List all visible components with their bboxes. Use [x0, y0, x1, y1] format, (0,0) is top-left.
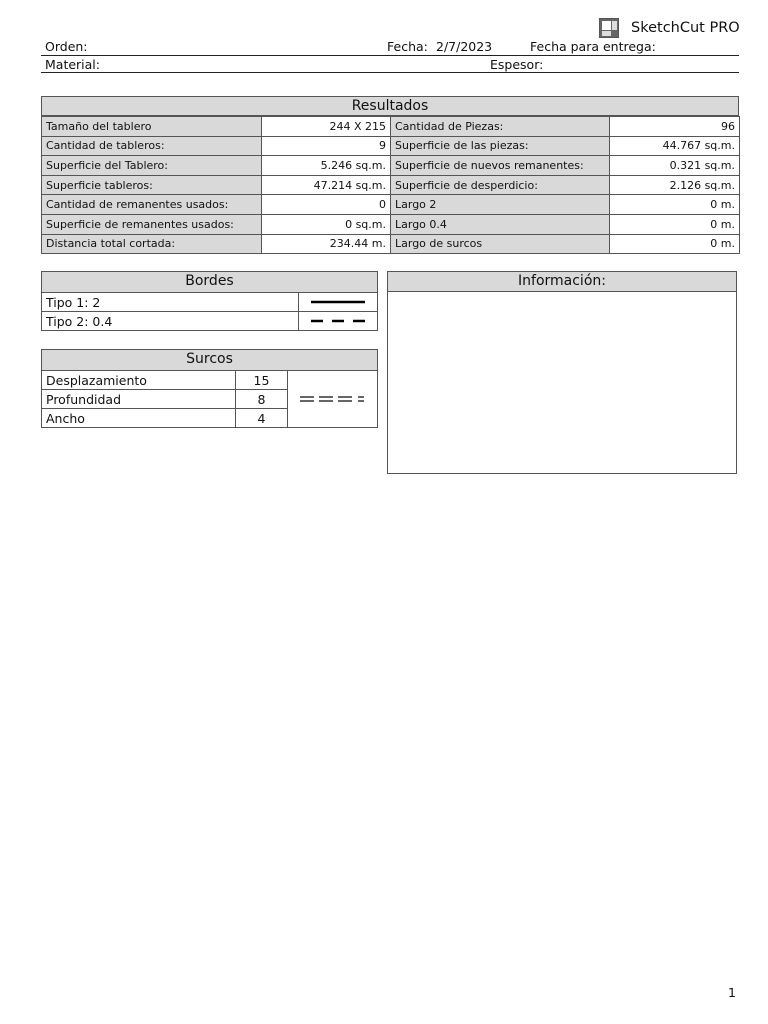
surcos-value: 4 — [257, 410, 266, 426]
result-value: 44.767 sq.m. — [610, 136, 740, 156]
surcos-title: Surcos — [42, 350, 377, 370]
sketchcut-logo-icon — [599, 18, 619, 38]
results-row — [42, 214, 740, 234]
result-label: Largo 2 — [391, 195, 610, 215]
result-label: Superficie de remanentes usados: — [42, 214, 262, 234]
surcos-row — [42, 389, 287, 408]
surcos-value: 8 — [257, 391, 266, 407]
app-brand — [599, 17, 740, 39]
result-label: Cantidad de tableros: — [42, 136, 262, 156]
result-value: 47.214 sq.m. — [262, 175, 391, 195]
solid-line-icon — [299, 293, 377, 311]
results-row — [42, 175, 740, 195]
surcos-label: Desplazamiento — [42, 371, 236, 389]
app-name: SketchCut PRO — [631, 20, 740, 36]
bordes-row — [42, 311, 377, 330]
delivery-date-label: Fecha para entrega: — [530, 39, 656, 54]
results-title: Resultados — [41, 96, 739, 116]
surcos-label: Profundidad — [42, 390, 236, 408]
bordes-panel — [41, 271, 378, 331]
surcos-label: Ancho — [42, 409, 236, 427]
result-label: Superficie de nuevos remanentes: — [391, 156, 610, 176]
dashed-line-icon — [299, 312, 377, 330]
bordes-title: Bordes — [42, 272, 377, 292]
surcos-value: 15 — [253, 372, 270, 388]
info-title: Información: — [388, 272, 736, 292]
page-number: 1 — [728, 985, 736, 1000]
result-value: 96 — [610, 117, 740, 137]
result-label: Tamaño del tablero — [42, 117, 262, 137]
header-divider — [41, 72, 739, 73]
result-value: 0 — [262, 195, 391, 215]
result-value: 0.321 sq.m. — [610, 156, 740, 176]
result-value: 5.246 sq.m. — [262, 156, 391, 176]
bordes-label: Tipo 1: 2 — [42, 293, 299, 311]
groove-dashes-icon — [287, 370, 377, 427]
date-value: 2/7/2023 — [436, 39, 493, 54]
result-label: Superficie de desperdicio: — [391, 175, 610, 195]
results-row — [42, 117, 740, 137]
result-value: 234.44 m. — [262, 234, 391, 254]
result-value: 244 X 215 — [262, 117, 391, 137]
header-divider — [41, 55, 739, 56]
thickness-label: Espesor: — [490, 57, 544, 72]
info-panel — [387, 271, 737, 474]
result-label: Largo de surcos — [391, 234, 610, 254]
bordes-label: Tipo 2: 0.4 — [42, 312, 299, 330]
surcos-panel — [41, 349, 378, 428]
result-label: Superficie del Tablero: — [42, 156, 262, 176]
results-row — [42, 156, 740, 176]
result-label: Superficie de las piezas: — [391, 136, 610, 156]
results-table — [41, 116, 740, 254]
result-label: Cantidad de Piezas: — [391, 117, 610, 137]
result-label: Distancia total cortada: — [42, 234, 262, 254]
result-label: Largo 0.4 — [391, 214, 610, 234]
order-label: Orden: — [45, 39, 88, 54]
results-row — [42, 136, 740, 156]
result-label: Cantidad de remanentes usados: — [42, 195, 262, 215]
date-label: Fecha: — [387, 39, 428, 54]
material-label: Material: — [45, 57, 100, 72]
result-value: 0 m. — [610, 214, 740, 234]
result-value: 2.126 sq.m. — [610, 175, 740, 195]
surcos-row — [42, 370, 287, 389]
result-value: 9 — [262, 136, 391, 156]
result-value: 0 m. — [610, 234, 740, 254]
result-value: 0 m. — [610, 195, 740, 215]
results-row — [42, 234, 740, 254]
result-label: Superficie tableros: — [42, 175, 262, 195]
result-value: 0 sq.m. — [262, 214, 391, 234]
results-row — [42, 195, 740, 215]
bordes-row — [42, 292, 377, 311]
surcos-row — [42, 408, 287, 427]
